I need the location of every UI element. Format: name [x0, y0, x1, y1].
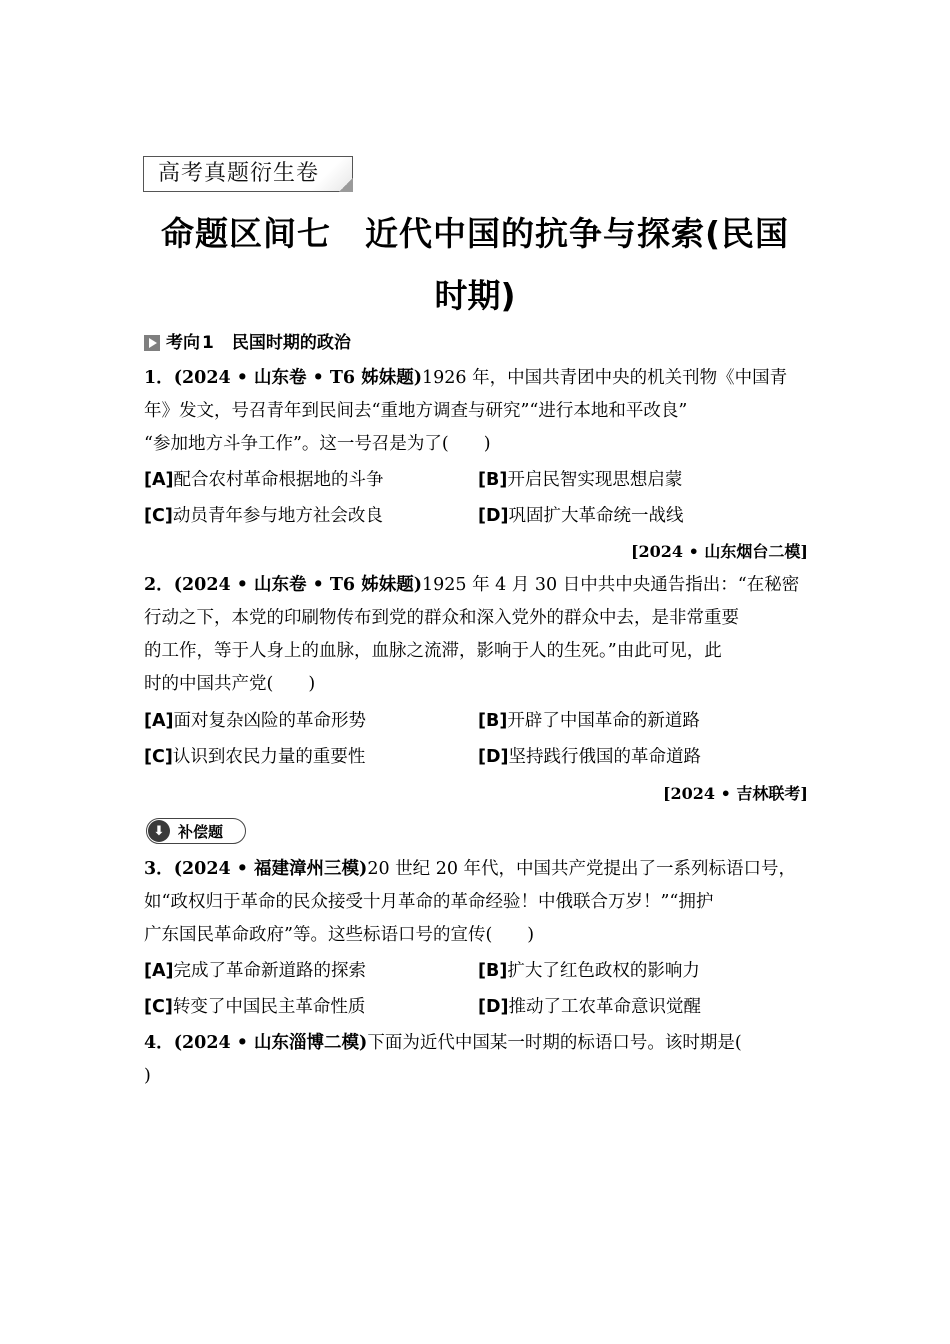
question-2	[144, 569, 808, 701]
page-title-line1: 命题区间七 近代中国的抗争与探索(民国	[160, 214, 790, 253]
question-number: 2．	[144, 575, 174, 595]
source-tag: [2024 • 山东烟台二模]	[630, 542, 808, 561]
option-a[interactable]: [A]面对复杂凶险的革命形势	[144, 711, 367, 731]
section-heading	[144, 331, 351, 355]
question-source: (2024 • 福建漳州三模)	[173, 859, 368, 879]
question-2-line: 行动之下，本党的印刷物传布到党的群众和深入党外的群众中去，是非常重要	[144, 608, 739, 628]
question-1-line: 1．(2024 • 山东卷 • T6 姊妹题)1926 年，中国共青团中央的机关刊物《中国青	[144, 368, 788, 388]
source-tag: [2024 • 吉林联考]	[662, 784, 808, 803]
question-3-line: 3．(2024 • 福建漳州三模)20 世纪 20 年代，中国共产党提出了一系列标语口号，	[144, 859, 797, 879]
question-3	[144, 853, 808, 952]
option-c[interactable]: [C]认识到农民力量的重要性	[144, 747, 366, 767]
page-title-line2: 时期)	[434, 276, 516, 315]
question-source: (2024 • 山东卷 • T6 姊妹题)	[173, 368, 422, 388]
option-a[interactable]: [A]完成了革命新道路的探索	[144, 961, 367, 981]
question-4	[144, 1027, 808, 1093]
question-source: (2024 • 山东淄博二模)	[173, 1033, 368, 1053]
option-b[interactable]: [B]开启民智实现思想启蒙	[478, 470, 683, 490]
exam-tag-text: 高考真题衍生卷	[158, 161, 320, 186]
option-a[interactable]: [A]配合农村革命根据地的斗争	[144, 470, 384, 490]
option-d[interactable]: [D]巩固扩大革命统一战线	[478, 506, 684, 526]
question-source: (2024 • 山东卷 • T6 姊妹题)	[173, 575, 422, 595]
section-number: 1	[202, 333, 214, 353]
option-c[interactable]: [C]转变了中国民主革命性质	[144, 997, 366, 1017]
option-d[interactable]: [D]坚持践行俄国的革命道路	[478, 747, 702, 767]
question-1	[144, 362, 808, 461]
question-number: 4．	[144, 1033, 174, 1053]
supplement-label: 补偿题	[178, 822, 224, 841]
download-arrow-icon: ⬇	[148, 820, 170, 842]
question-1-line: 年》发文，号召青年到民间去“重地方调查与研究”“进行本地和平改良”	[144, 401, 688, 421]
section-label: 考向	[166, 333, 200, 353]
exam-tag	[143, 156, 353, 192]
question-2-line: 的工作，等于人身上的血脉，血脉之流滞，影响于人的生死。”由此可见，此	[144, 641, 722, 661]
section-text: 民国时期的政治	[231, 333, 351, 353]
question-2-line: 时的中国共产党( )	[144, 674, 316, 694]
play-triangle-icon	[144, 335, 160, 351]
question-number: 3．	[144, 859, 174, 879]
page-curl-icon	[339, 178, 353, 192]
question-1-line: “参加地方斗争工作”。这一号召是为了( )	[144, 434, 491, 454]
option-c[interactable]: [C]动员青年参与地方社会改良	[144, 506, 383, 526]
question-3-line: 广东国民革命政府”等。这些标语口号的宣传( )	[144, 925, 535, 945]
option-d[interactable]: [D]推动了工农革命意识觉醒	[478, 997, 702, 1017]
question-number: 1．	[144, 368, 174, 388]
supplement-badge	[146, 818, 246, 844]
question-4-line: )	[144, 1066, 151, 1086]
question-4-line: 4．(2024 • 山东淄博二模)下面为近代中国某一时期的标语口号。该时期是(	[144, 1033, 742, 1053]
option-b[interactable]: [B]扩大了红色政权的影响力	[478, 961, 700, 981]
question-2-line: 2．(2024 • 山东卷 • T6 姊妹题)1925 年 4 月 30 日中共中央通告指出：“在秘密	[144, 575, 800, 595]
option-b[interactable]: [B]开辟了中国革命的新道路	[478, 711, 700, 731]
question-3-line: 如“政权归于革命的民众接受十月革命的革命经验！中俄联合万岁！”“拥护	[144, 892, 714, 912]
